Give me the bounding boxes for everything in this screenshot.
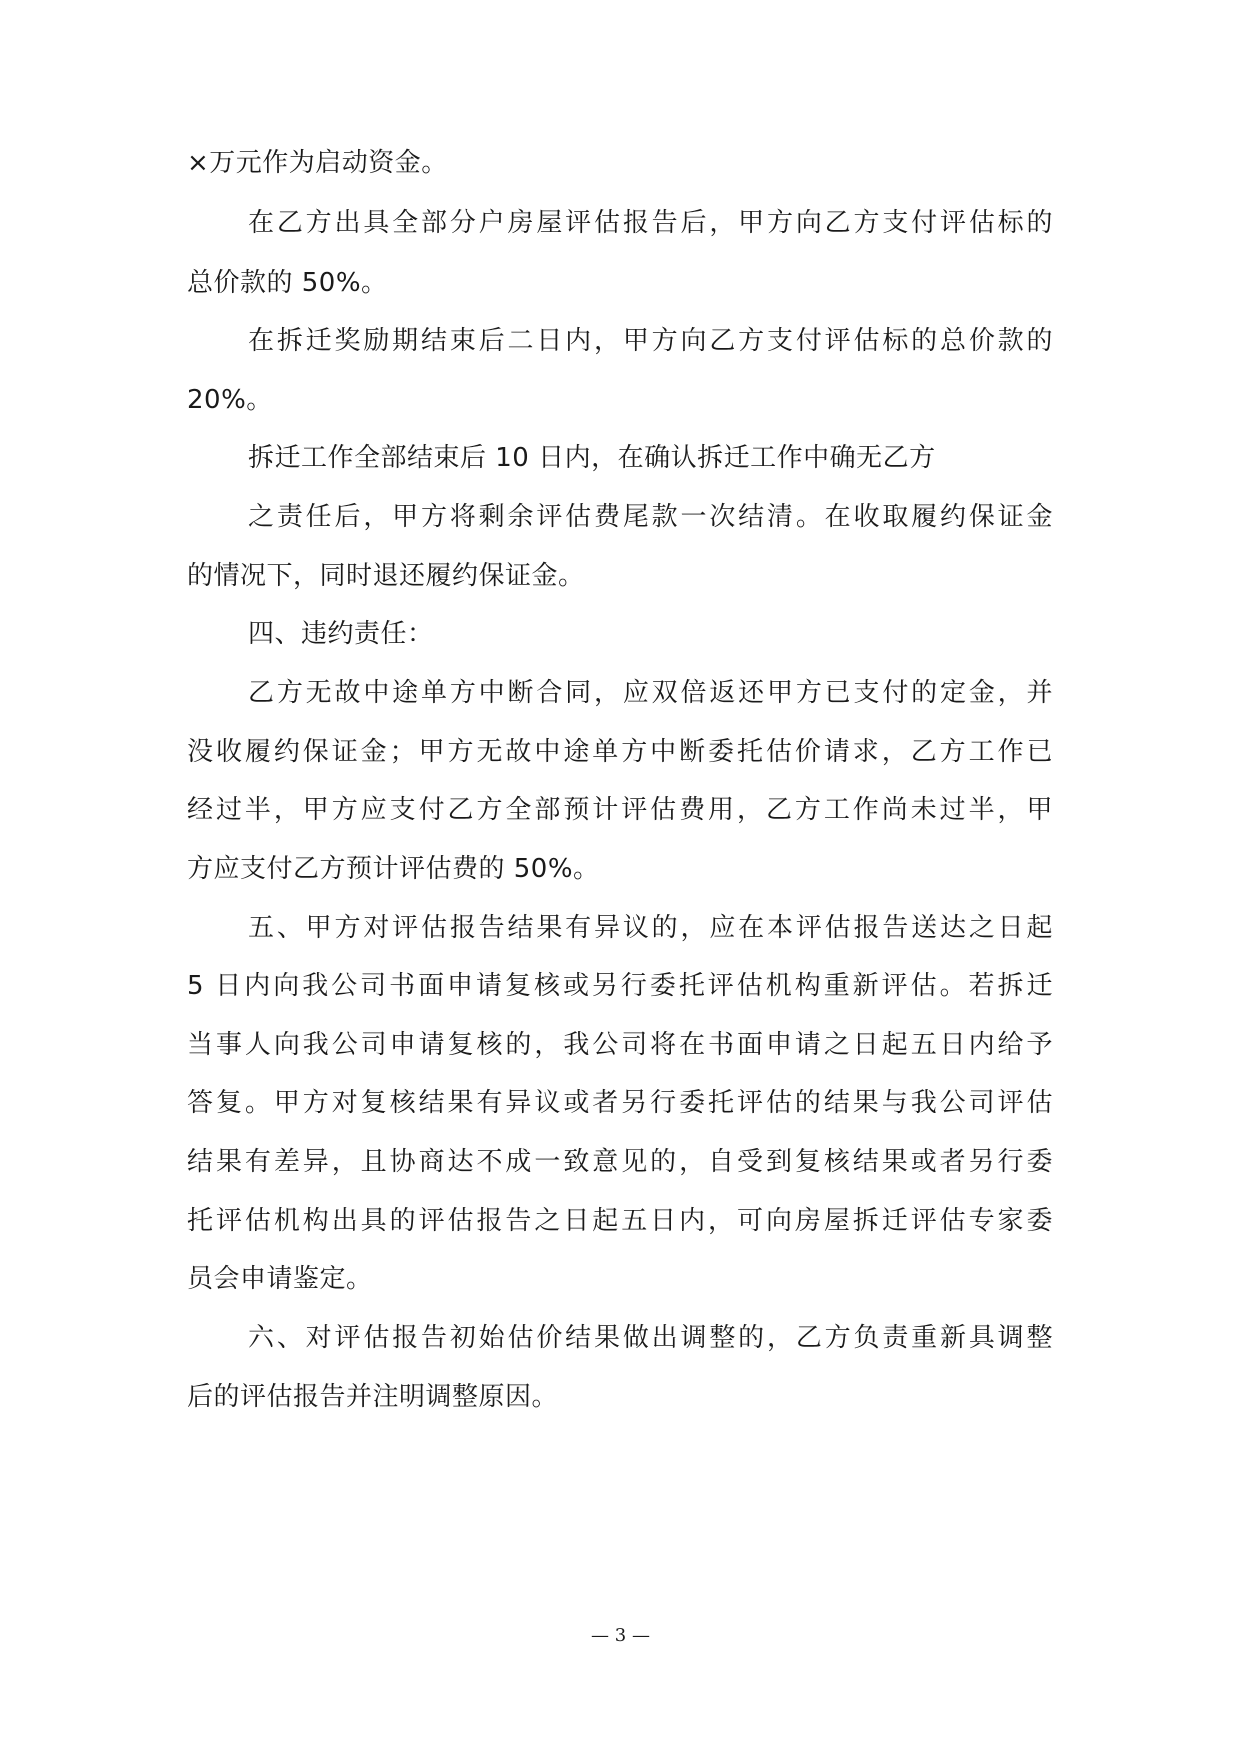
- paragraph-first-line: 之责任后，甲方将剩余评估费尾款一次结清。在收取履约保证金: [248, 502, 1053, 532]
- text-line: 后的评估报告并注明调整原因。: [187, 1382, 559, 1412]
- text-line: 的情况下，同时退还履约保证金。: [187, 561, 585, 591]
- text-line: 员会申请鉴定。: [187, 1264, 373, 1294]
- paragraph-first-line: 拆迁工作全部结束后 10 日内，在确认拆迁工作中确无乙方: [248, 443, 936, 473]
- paragraph-first-line: 在拆迁奖励期结束后二日内，甲方向乙方支付评估标的总价款的: [248, 326, 1053, 356]
- section-heading: 四、违约责任：: [248, 619, 434, 649]
- section-heading: 六、对评估报告初始估价结果做出调整的，乙方负责重新具调整: [248, 1323, 1053, 1353]
- text-line: 托评估机构出具的评估报告之日起五日内，可向房屋拆迁评估专家委: [187, 1206, 1053, 1236]
- text-line: 总价款的 50%。: [187, 268, 388, 298]
- paragraph-first-line: 乙方无故中途单方中断合同，应双倍返还甲方已支付的定金，并: [248, 678, 1053, 708]
- section-heading: 五、甲方对评估报告结果有异议的，应在本评估报告送达之日起: [248, 913, 1053, 943]
- page-number: — 3 —: [591, 1625, 650, 1646]
- text-line: 当事人向我公司申请复核的，我公司将在书面申请之日起五日内给予: [187, 1030, 1053, 1060]
- text-line: 20%。: [187, 385, 273, 415]
- text-line: 结果有差异，且协商达不成一致意见的，自受到复核结果或者另行委: [187, 1147, 1053, 1177]
- text-line: 5 日内向我公司书面申请复核或另行委托评估机构重新评估。若拆迁: [187, 971, 1053, 1001]
- text-line: 方应支付乙方预计评估费的 50%。: [187, 854, 600, 884]
- text-line: 没收履约保证金；甲方无故中途单方中断委托估价请求，乙方工作已: [187, 737, 1053, 767]
- text-line: 答复。甲方对复核结果有异议或者另行委托评估的结果与我公司评估: [187, 1088, 1053, 1118]
- paragraph-first-line: 在乙方出具全部分户房屋评估报告后，甲方向乙方支付评估标的: [248, 208, 1053, 238]
- text-line: ×万元作为启动资金。: [187, 148, 448, 178]
- text-line: 经过半，甲方应支付乙方全部预计评估费用，乙方工作尚未过半，甲: [187, 795, 1053, 825]
